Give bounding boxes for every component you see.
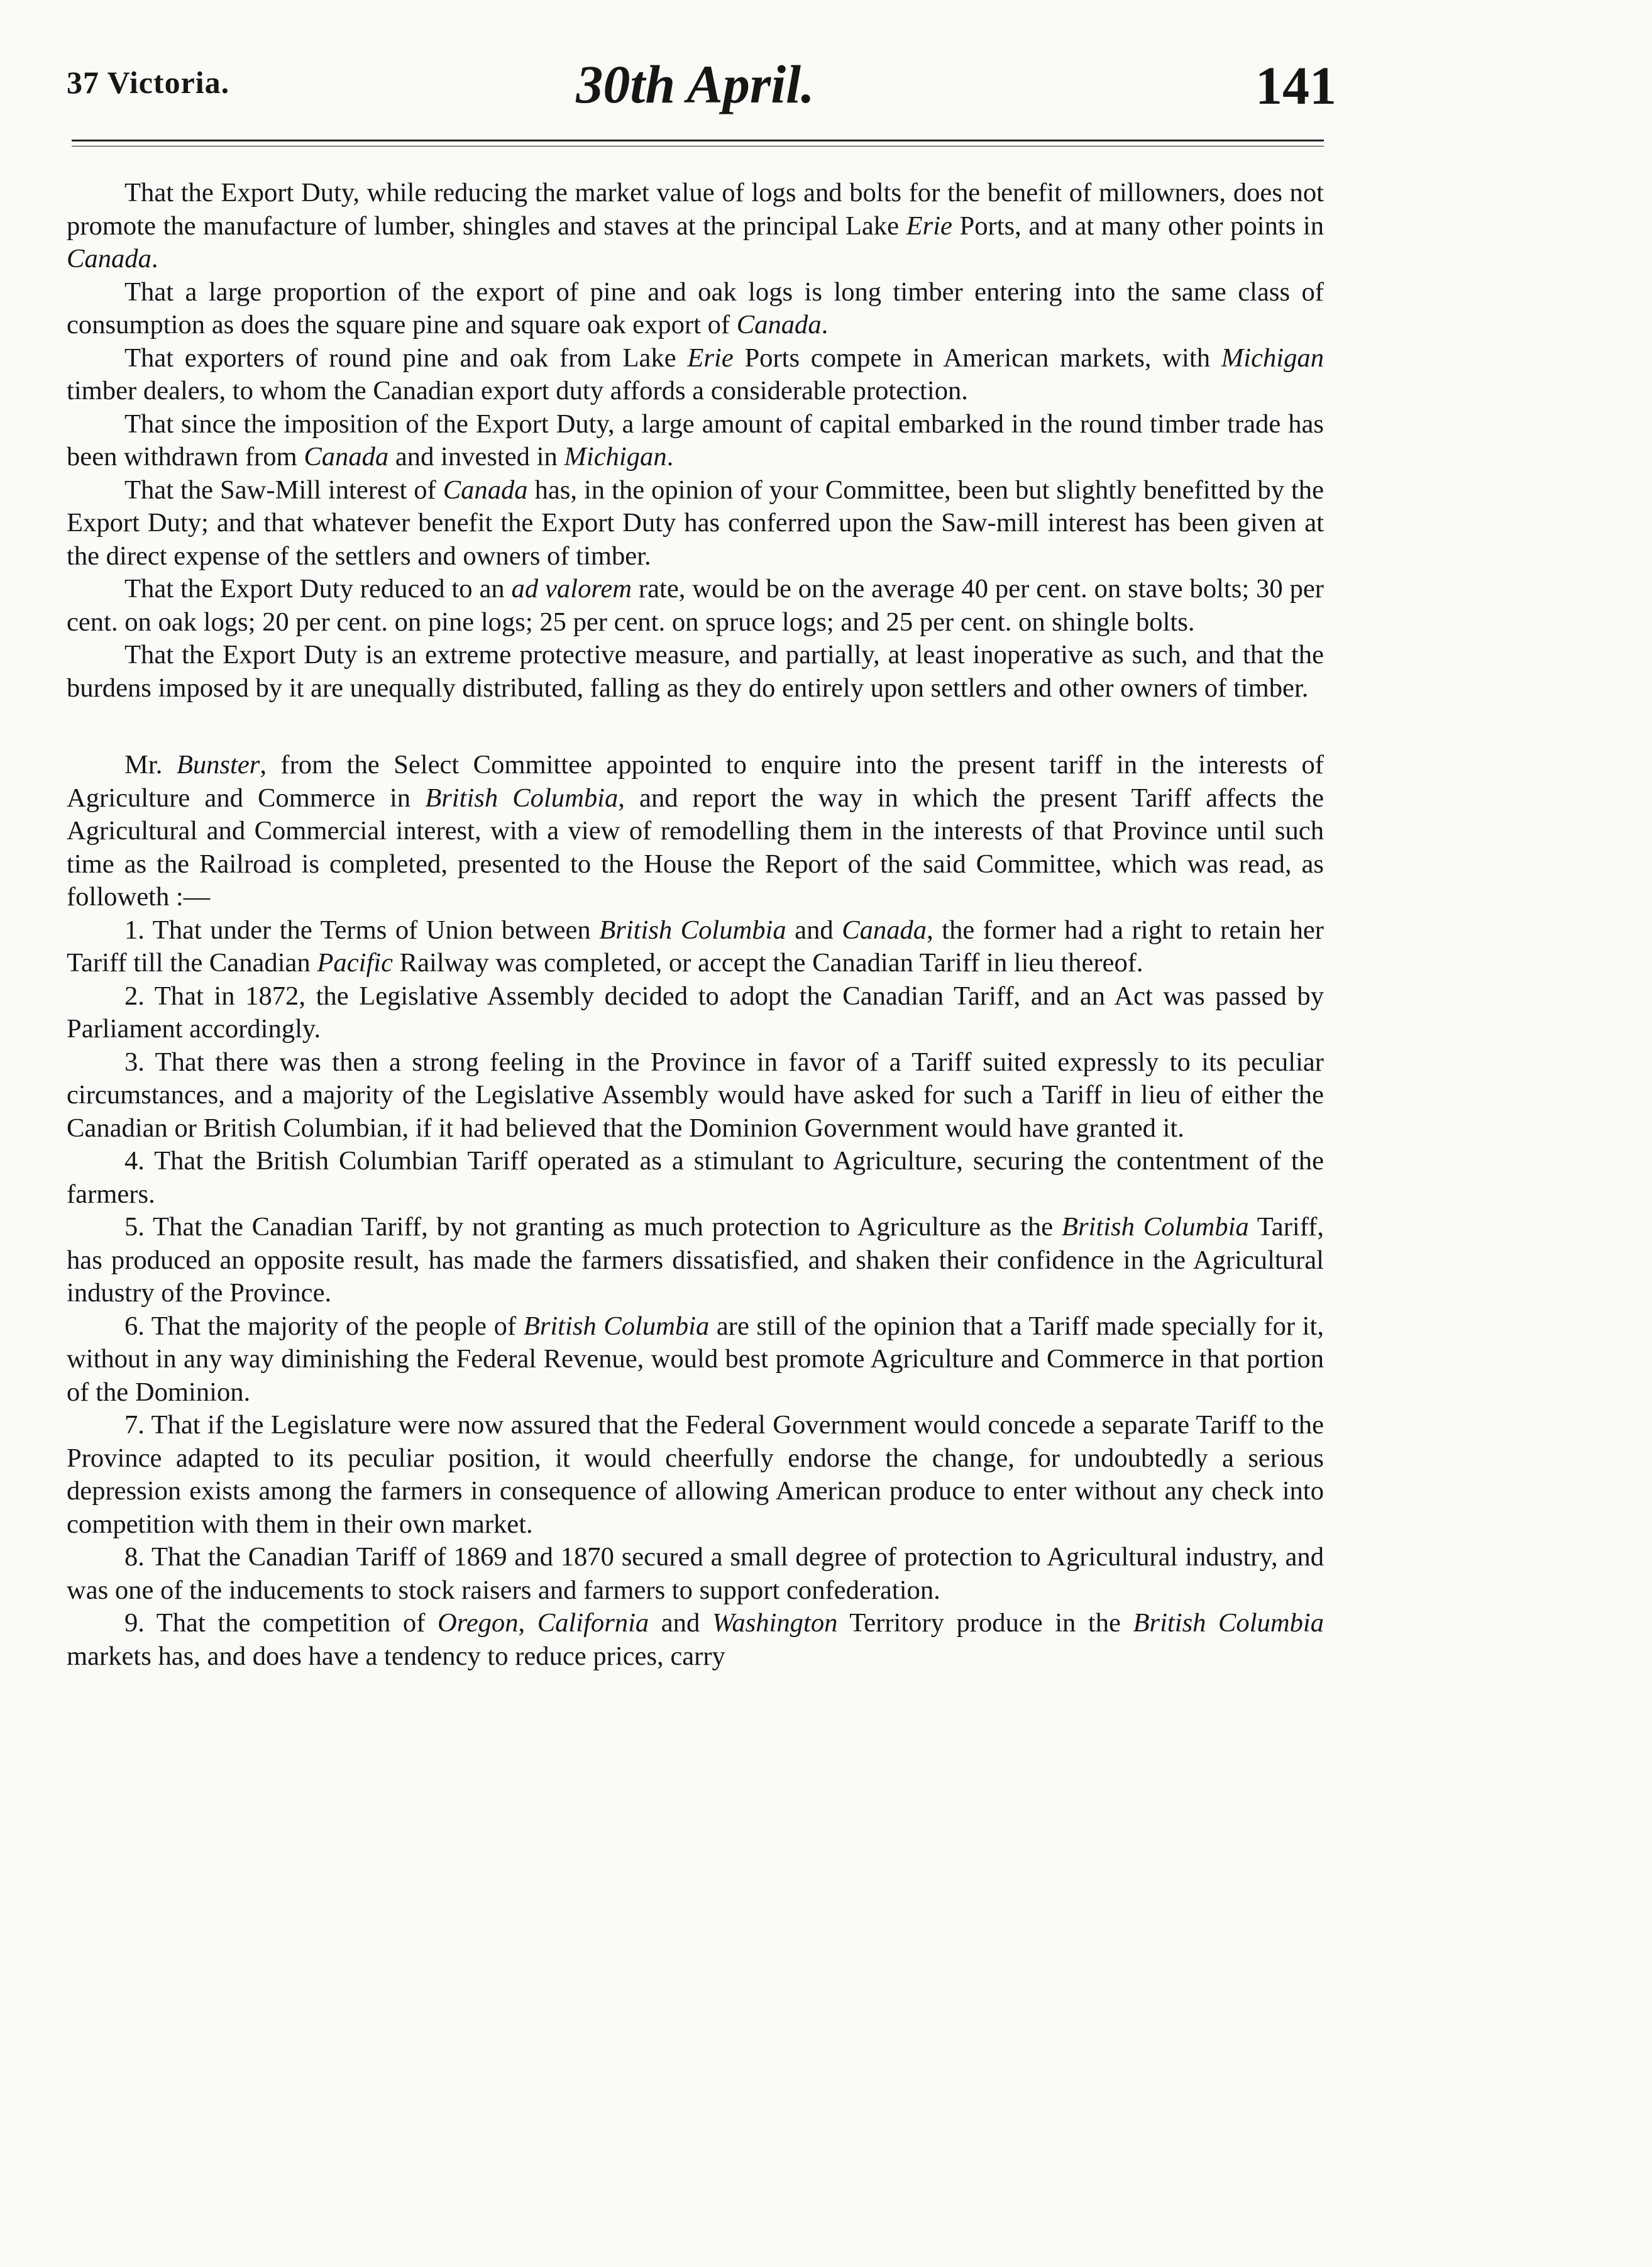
running-head: [67, 53, 1336, 128]
text-run: Mr.: [124, 750, 177, 780]
finding-paragraph: [67, 573, 1324, 639]
report-item: [67, 1541, 1324, 1607]
italic-text: Bunster: [176, 750, 260, 780]
finding-paragraph: [67, 276, 1324, 342]
italic-text: Pacific: [317, 948, 394, 978]
italic-text: British Columbia: [523, 1311, 710, 1341]
italic-text: Canada: [67, 244, 151, 273]
text-run: , the former had a right to retain her Tariff till the Canadian: [67, 915, 1324, 978]
text-run: 6. That the majority of the people of: [124, 1311, 524, 1341]
text-run: 4. That the British Columbian Tariff operated as a stimulant to Agriculture, securing the contentment of the farmers.: [67, 1146, 1324, 1209]
text-run: are still of the opinion that a Tariff made specially for it, without in any way diminishing the Federal Revenue, would best promote Agriculture and Commerce in that portion of the Dominion.: [67, 1311, 1324, 1407]
italic-text: British Columbia: [1061, 1212, 1249, 1242]
report-item: [67, 1409, 1324, 1541]
page-number: 141: [1255, 55, 1336, 116]
italic-text: Michigan: [1221, 343, 1324, 373]
text-run: , and report the way in which the present Tariff affects the Agricultural and Commercial interest, with a view of remodelling them in the interests of that Province until such time as the Railroad is completed, presented to the House the Report of the said Committee, which was read, as followeth :—: [67, 783, 1324, 912]
text-run: That a large proportion of the export of pine and oak logs is long timber entering into the same class of consumption as does the square pine and square oak export of: [67, 277, 1324, 339]
text-run: 3. That there was then a strong feeling in the Province in favor of a Tariff suited expressly to its peculiar circumstances, and a majority of the Legislative Assembly would have asked for such a Tariff in lieu of either the Canadian or British Columbian, if it had believed that the Dominion Government would have granted it.: [67, 1047, 1324, 1143]
italic-text: Canada: [304, 442, 389, 472]
italic-text: British Columbia: [425, 783, 619, 813]
text-run: .: [821, 310, 829, 339]
italic-text: California: [537, 1608, 649, 1638]
text-run: 5. That the Canadian Tariff, by not granting as much protection to Agriculture as the: [124, 1212, 1062, 1242]
text-run: Tariff, has produced an opposite result, has made the farmers dissatisfied, and shaken their confidence in the Agricultural industry of the Province.: [67, 1212, 1324, 1308]
report-intro: [67, 749, 1324, 914]
report-item: [67, 1211, 1324, 1310]
text-run: 8. That the Canadian Tariff of 1869 and 1870 secured a small degree of protection to Agricultural industry, and was one of the inducements to stock raisers and farmers to support confederation.: [67, 1542, 1324, 1605]
text-run: 2. That in 1872, the Legislative Assembly decided to adopt the Canadian Tariff, and an Act was passed by Parliament accordingly.: [67, 981, 1324, 1044]
text-run: 7. That if the Legislature were now assured that the Federal Government would concede a separate Tariff to the Province adapted to its peculiar position, it would cheerfully endorse the change, for undoubtedly a serious depression exists among the farmers in consequence of allowing American produce to enter without any check into competition with them in their own market.: [67, 1410, 1324, 1539]
italic-text: ad valorem: [511, 574, 632, 604]
report-item: [67, 1145, 1324, 1211]
text-run: 9. That the competition of: [124, 1608, 438, 1638]
text-run: markets has, and does have a tendency to reduce prices, carry: [67, 1641, 725, 1671]
text-run: .: [666, 442, 674, 472]
text-run: That the Export Duty is an extreme protective measure, and partially, at least inoperative as such, and that the burdens imposed by it are unequally distributed, falling as they do entirely upon settlers and other owners of timber.: [67, 640, 1324, 703]
report-item: [67, 1046, 1324, 1145]
finding-paragraph: [67, 342, 1324, 408]
italic-text: Canada: [443, 475, 528, 505]
text-run: and invested in: [388, 442, 564, 472]
italic-text: Erie: [906, 211, 952, 241]
italic-text: Oregon: [437, 1608, 519, 1638]
text-run: Railway was completed, or accept the Canadian Tariff in lieu thereof.: [393, 948, 1143, 978]
text-run: Ports, and at many other points in: [952, 211, 1324, 241]
italic-text: Erie: [687, 343, 734, 373]
text-run: That exporters of round pine and oak from Lake: [124, 343, 688, 373]
italic-text: Canada: [842, 915, 927, 945]
regnal-year: 37 Victoria.: [67, 65, 230, 100]
report-items: [67, 914, 1324, 1674]
italic-text: Washington: [712, 1608, 838, 1638]
finding-paragraph: [67, 474, 1324, 573]
text-run: ,: [518, 1608, 537, 1638]
text-run: timber dealers, to whom the Canadian export duty affords a considerable protection.: [67, 376, 968, 405]
report-item: [67, 1310, 1324, 1409]
text-run: has, in the opinion of your Committee, been but slightly benefitted by the Export Duty; and that whatever benefit the Export Duty has conferred upon the Saw-mill interest has been given at the direct expense of the settlers and owners of timber.: [67, 475, 1324, 571]
text-run: That the Export Duty, while reducing the market value of logs and bolts for the benefit of millowners, does not promote the manufacture of lumber, shingles and staves at the principal Lake: [67, 178, 1324, 241]
text-run: 1. That under the Terms of Union between: [124, 915, 600, 945]
italic-text: Michigan: [564, 442, 667, 472]
italic-text: British Columbia: [1133, 1608, 1324, 1638]
finding-paragraph: [67, 408, 1324, 474]
text-run: and: [649, 1608, 712, 1638]
text-run: That the Saw-Mill interest of: [124, 475, 443, 505]
text-run: Territory produce in the: [837, 1608, 1133, 1638]
report-item: [67, 980, 1324, 1046]
finding-paragraph: [67, 177, 1324, 276]
text-run: That since the imposition of the Export Duty, a large amount of capital embarked in the round timber trade has been withdrawn from: [67, 409, 1324, 472]
italic-text: British Columbia: [599, 915, 786, 945]
text-run: , from the Select Committee appointed to enquire into the present tariff in the interests of Agriculture and Commerce in: [67, 750, 1324, 813]
text-run: and: [786, 915, 842, 945]
finding-paragraph: [67, 639, 1324, 705]
italic-text: Canada: [736, 310, 822, 339]
text-run: rate, would be on the average 40 per cent. on stave bolts; 30 per cent. on oak logs; 20 per cent. on pine logs; 25 per cent. on spruce logs; and 25 per cent. on shingle bolts.: [67, 574, 1324, 637]
text-run: .: [151, 244, 158, 273]
page: [67, 53, 1336, 1673]
text-run: That the Export Duty reduced to an: [124, 574, 512, 604]
header-rule: [72, 140, 1324, 146]
text-run: Ports compete in American markets, with: [733, 343, 1221, 373]
journal-date: 30th April.: [576, 54, 815, 114]
committee-findings: [67, 177, 1324, 705]
report-item: [67, 1607, 1324, 1673]
report-item: [67, 914, 1324, 980]
